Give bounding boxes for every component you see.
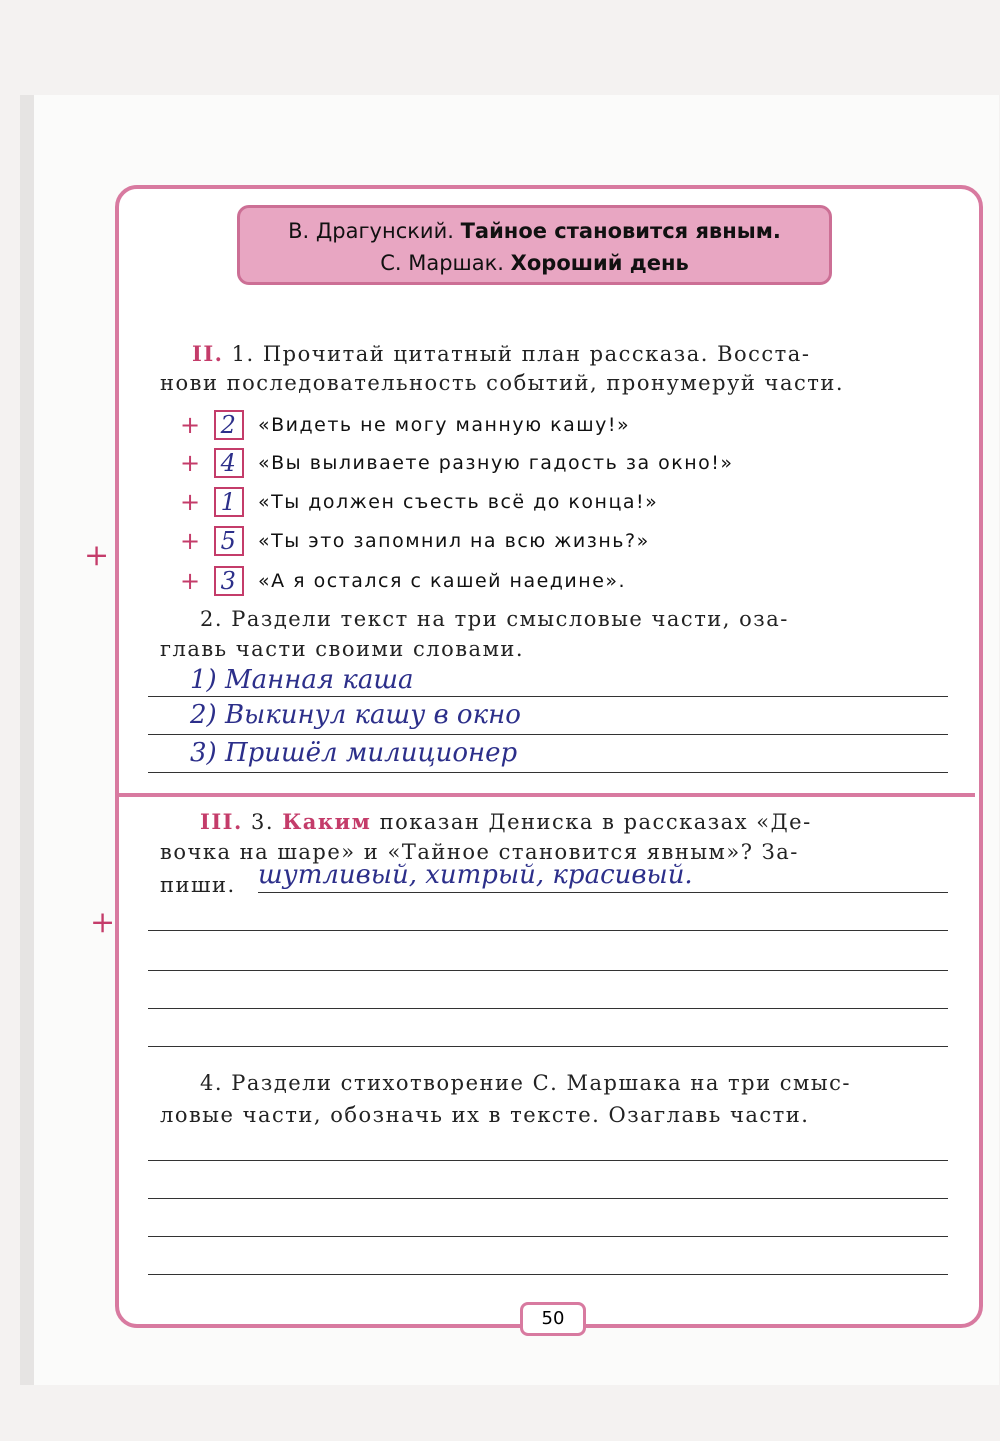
plan-item: + 3 «А я остался с кашей наедине». — [180, 567, 627, 595]
task4-text: 4. Раздели стихотворение С. Маршака на три смыс- — [200, 1071, 851, 1095]
handwritten-answer: 2) Выкинул кашу в окно — [190, 700, 521, 730]
handwritten-answer: 1) Манная каша — [190, 665, 414, 695]
task1-text: II. 1. Прочитай цитатный план рассказа. Восста- — [192, 341, 811, 366]
number-box[interactable]: 5 — [214, 526, 244, 556]
number-box[interactable]: 3 — [214, 566, 244, 596]
grade-mark: + — [84, 538, 110, 573]
handwritten-answer: 3) Пришёл милиционер — [190, 738, 518, 768]
page-number: 50 — [520, 1302, 586, 1336]
number-box[interactable]: 2 — [214, 410, 244, 440]
plan-item: + 5 «Ты это запомнил на всю жизнь?» — [180, 527, 650, 555]
number-box[interactable]: 1 — [214, 487, 244, 517]
task2-text: 2. Раздели текст на три смысловые части, оза- — [200, 607, 789, 631]
task4-text-cont: ловые части, обозначь их в тексте. Озаглавь части. — [160, 1103, 810, 1127]
plan-item: + 4 «Вы выливаете разную гадость за окно!» — [180, 449, 734, 477]
task3-text-cont: пиши. — [160, 873, 236, 897]
plan-item: + 1 «Ты должен съесть всё до конца!» — [180, 488, 659, 516]
poem-title: Хороший день — [510, 251, 689, 275]
task3-text: III. 3. Каким показан Дениска в рассказах «Де- — [200, 809, 812, 834]
author: В. Драгунский. — [288, 219, 454, 243]
number-box[interactable]: 4 — [214, 448, 244, 478]
story-title: Тайное становится явным. — [460, 219, 781, 243]
handwritten-answer: шутливый, хитрый, красивый. — [258, 860, 693, 890]
grade-mark: + — [90, 905, 116, 940]
lesson-title — [237, 205, 832, 285]
plan-item: + 2 «Видеть не могу манную кашу!» — [180, 411, 631, 439]
task3-text-cont: вочка на шаре» и «Тайное становится явным»? За- — [160, 840, 799, 864]
task2-text-cont: главь части своими словами. — [160, 637, 525, 661]
author: С. Маршак. — [380, 251, 504, 275]
task1-text-cont: нови последовательность событий, пронумеруй части. — [160, 371, 845, 395]
section-divider — [119, 793, 975, 797]
